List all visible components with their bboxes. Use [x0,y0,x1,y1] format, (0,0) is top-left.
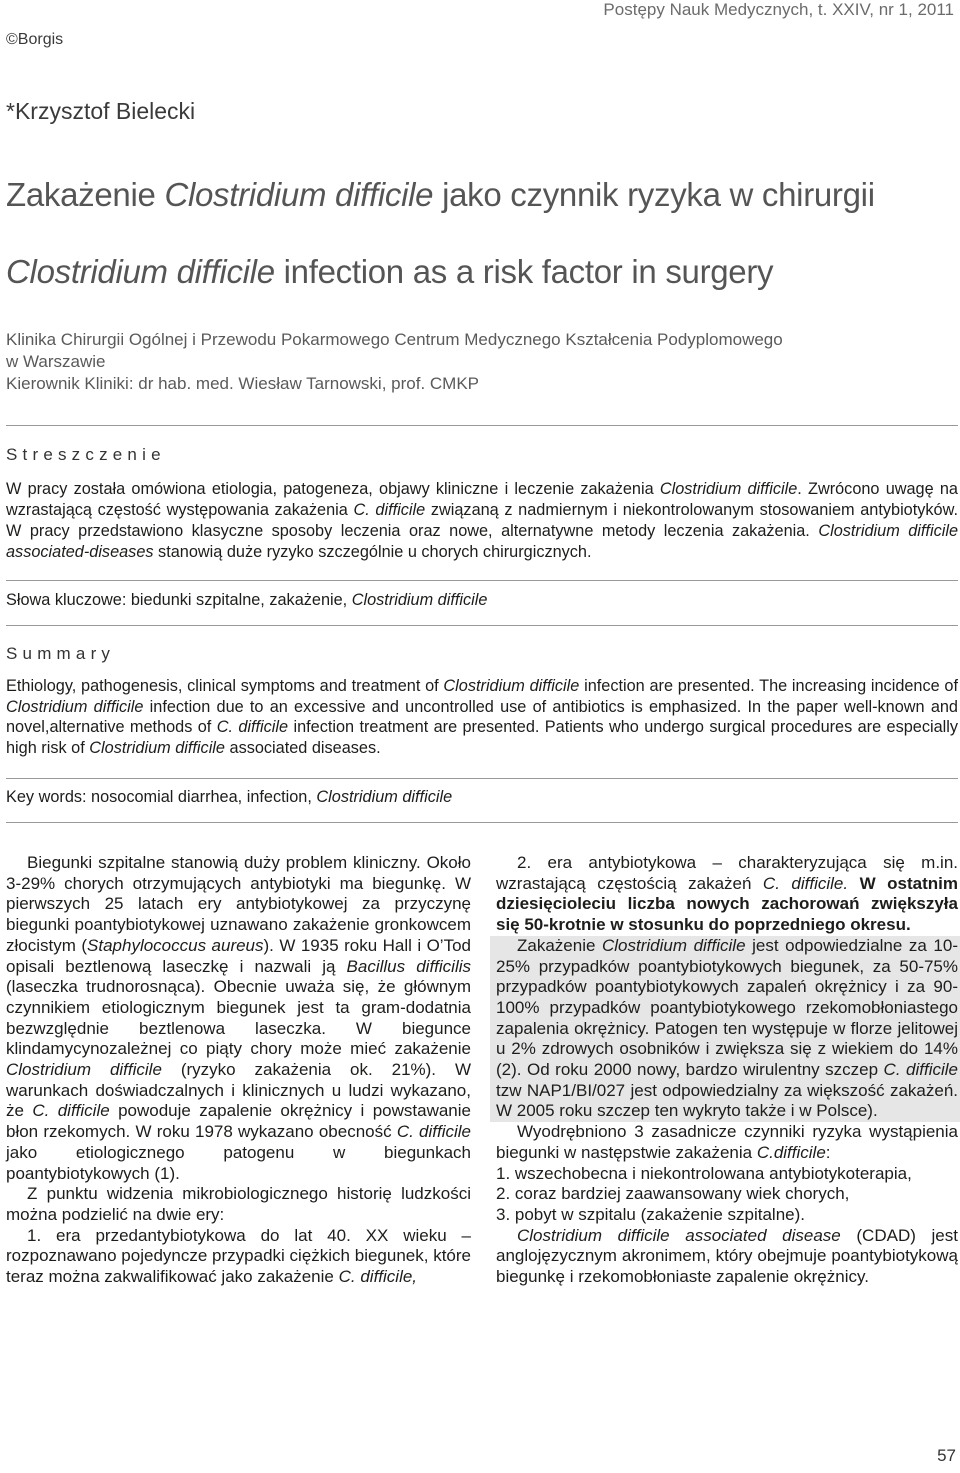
title-polish: Zakażenie Clostridium difficile jako czynnik ryzyka w chirurgii [6,176,875,213]
journal-header: Postępy Nauk Medycznych, t. XXIV, nr 1, 2011 [603,0,954,19]
affiliation [6,329,946,395]
list-item: 2. coraz bardziej zaawansowany wiek chorych, [496,1184,850,1204]
list-item: 1. wszechobecna i niekontrolowana antybiotykoterapia, [496,1163,912,1183]
affiliation-line: w Warszawie [6,352,106,371]
body-left-column [6,853,471,1288]
summary-heading: Summary [6,644,116,663]
highlighted-paragraph: Zakażenie Clostridium difficile jest odpowiedzialne za 10-25% przypadków poantybiotykowych biegunek, za 50-75% przypadków poantybiotykowych zapaleń okrężnicy i za 90-100% przypadków poantybiotykowego rzekomobłoniastego zapalenia okrężnicy. Patogen ten występuje w florze jelitowej u 2% zdrowych osobników i zwiększa się z wiekiem do 14% (2). Od roku 2000 nowy, bardzo wirulentny szczep C. difficile tzw NAP1/BI/027 jest odpowiedzialny za większość zakażeń. W 2005 roku szczep ten wykryto także i w Polsce). [490,936,960,1122]
body-paragraph: Biegunki szpitalne stanowią duży problem kliniczny. Około 3-29% chorych otrzymujących antybiotyki ma biegunkę. W pierwszych 25 latach ery antybiotykowej za przyczynę biegunki poantybiotykowej uznawano zakażenie gronkowcem złocistym (Staphylococcus aureus). W 1935 roku Hall i O’Tod opisali beztlenową laseczkę i nazwali ją Bacillus difficilis (laseczka trudnorosnąca). Obecnie uważa się, że głównym czynnikiem etiologicznym biegunek jest ta gram-dodatnia bezwzględnie beztlenowa laseczka. W biegunce klindamycynozależnej co piąty chory może mieć zakażenie Clostridium difficile (ryzyko zakażenia ok. 21%). W warunkach doświadczalnych i klinicznych u ludzi wykazano, że C. difficile powoduje zapalenie okrężnicy i powstawanie błon rzekomych. W roku 1978 wykazano obecność C. difficile jako etiologicznego patogenu w biegunkach poantybiotykowych (1). [6,853,472,1183]
body-paragraph: Clostridium difficile associated disease (CDAD) jest anglojęzycznym akronimem, który obejmuje poantybiotykową biegunkę i rzekomobłoniaste zapalenie okrężnicy. [496,1225,958,1287]
title-english: Clostridium difficile infection as a risk factor in surgery [6,253,774,290]
body-paragraph: Z punktu widzenia mikrobiologicznego historię ludzkości można podzielić na dwie ery: [6,1184,471,1224]
page-number: 57 [937,1446,956,1465]
summary-text: Ethiology, pathogenesis, clinical symptoms and treatment of Clostridium difficile infection are presented. The increasing incidence of Clostridium difficile infection due to an excessive and uncontrolled use of antibiotics is emphasized. In the paper well-known and novel,alternative methods of C. difficile infection treatment are presented. Patients who undergo surgical procedures are especially high risk of Clostridium difficile associated diseases. [6,677,959,757]
key-words: Key words: nosocomial diarrhea, infection, Clostridium difficile [6,788,453,806]
body-paragraph: 2. era antybiotykowa – charakteryzująca się m.in. wzrastającą częstością zakażeń C. difficile. W ostatnim dziesięcioleciu liczba nowych zachorowań zwiększyła się 50-krotnie w stosunku do poprzedniego okresu. [496,853,958,935]
divider [6,625,958,626]
author-name: *Krzysztof Bielecki [6,98,196,124]
slowa-kluczowe: Słowa kluczowe: biedunki szpitalne, zakażenie, Clostridium difficile [6,591,488,609]
divider [6,778,958,779]
publisher-label: ©Borgis [6,31,64,48]
risk-factor-list [496,1164,958,1226]
body-paragraph: 1. era przedantybiotykowa do lat 40. XX wieku – rozpoznawano pojedyncze przypadki ciężkich biegunek, które teraz można zakwalifikować jako zakażenie C. difficile, [6,1225,471,1287]
affiliation-head: Kierownik Kliniki: dr hab. med. Wiesław Tarnowski, prof. CMKP [6,374,480,393]
divider [6,580,958,581]
streszczenie-heading: Streszczenie [6,445,166,464]
affiliation-line: Klinika Chirurgii Ogólnej i Przewodu Pokarmowego Centrum Medycznego Kształcenia Podyplomowego [6,330,783,349]
divider [6,822,958,823]
list-item: 3. pobyt w szpitalu (zakażenie szpitalne). [496,1204,805,1224]
streszczenie-text: W pracy została omówiona etiologia, patogeneza, objawy kliniczne i leczenie zakażenia Clostridium difficile. Zwrócono uwagę na wzrastającą częstość występowania zakażenia C. difficile związaną z nadmiernym i niekontrolowanym stosowaniem antybiotyków. W pracy przedstawiono klasyczne sposoby leczenia oraz nowe, alternatywne metody leczenia zakażenia. Clostridium difficile associated-diseases stanowią duże ryzyko szczególnie u chorych chirurgicznych. [6,480,959,561]
body-right-column [496,853,958,1288]
body-paragraph: Wyodrębniono 3 zasadnicze czynniki ryzyka wystąpienia biegunki w następstwie zakażenia C.difficile: [496,1122,958,1162]
divider [6,425,958,426]
